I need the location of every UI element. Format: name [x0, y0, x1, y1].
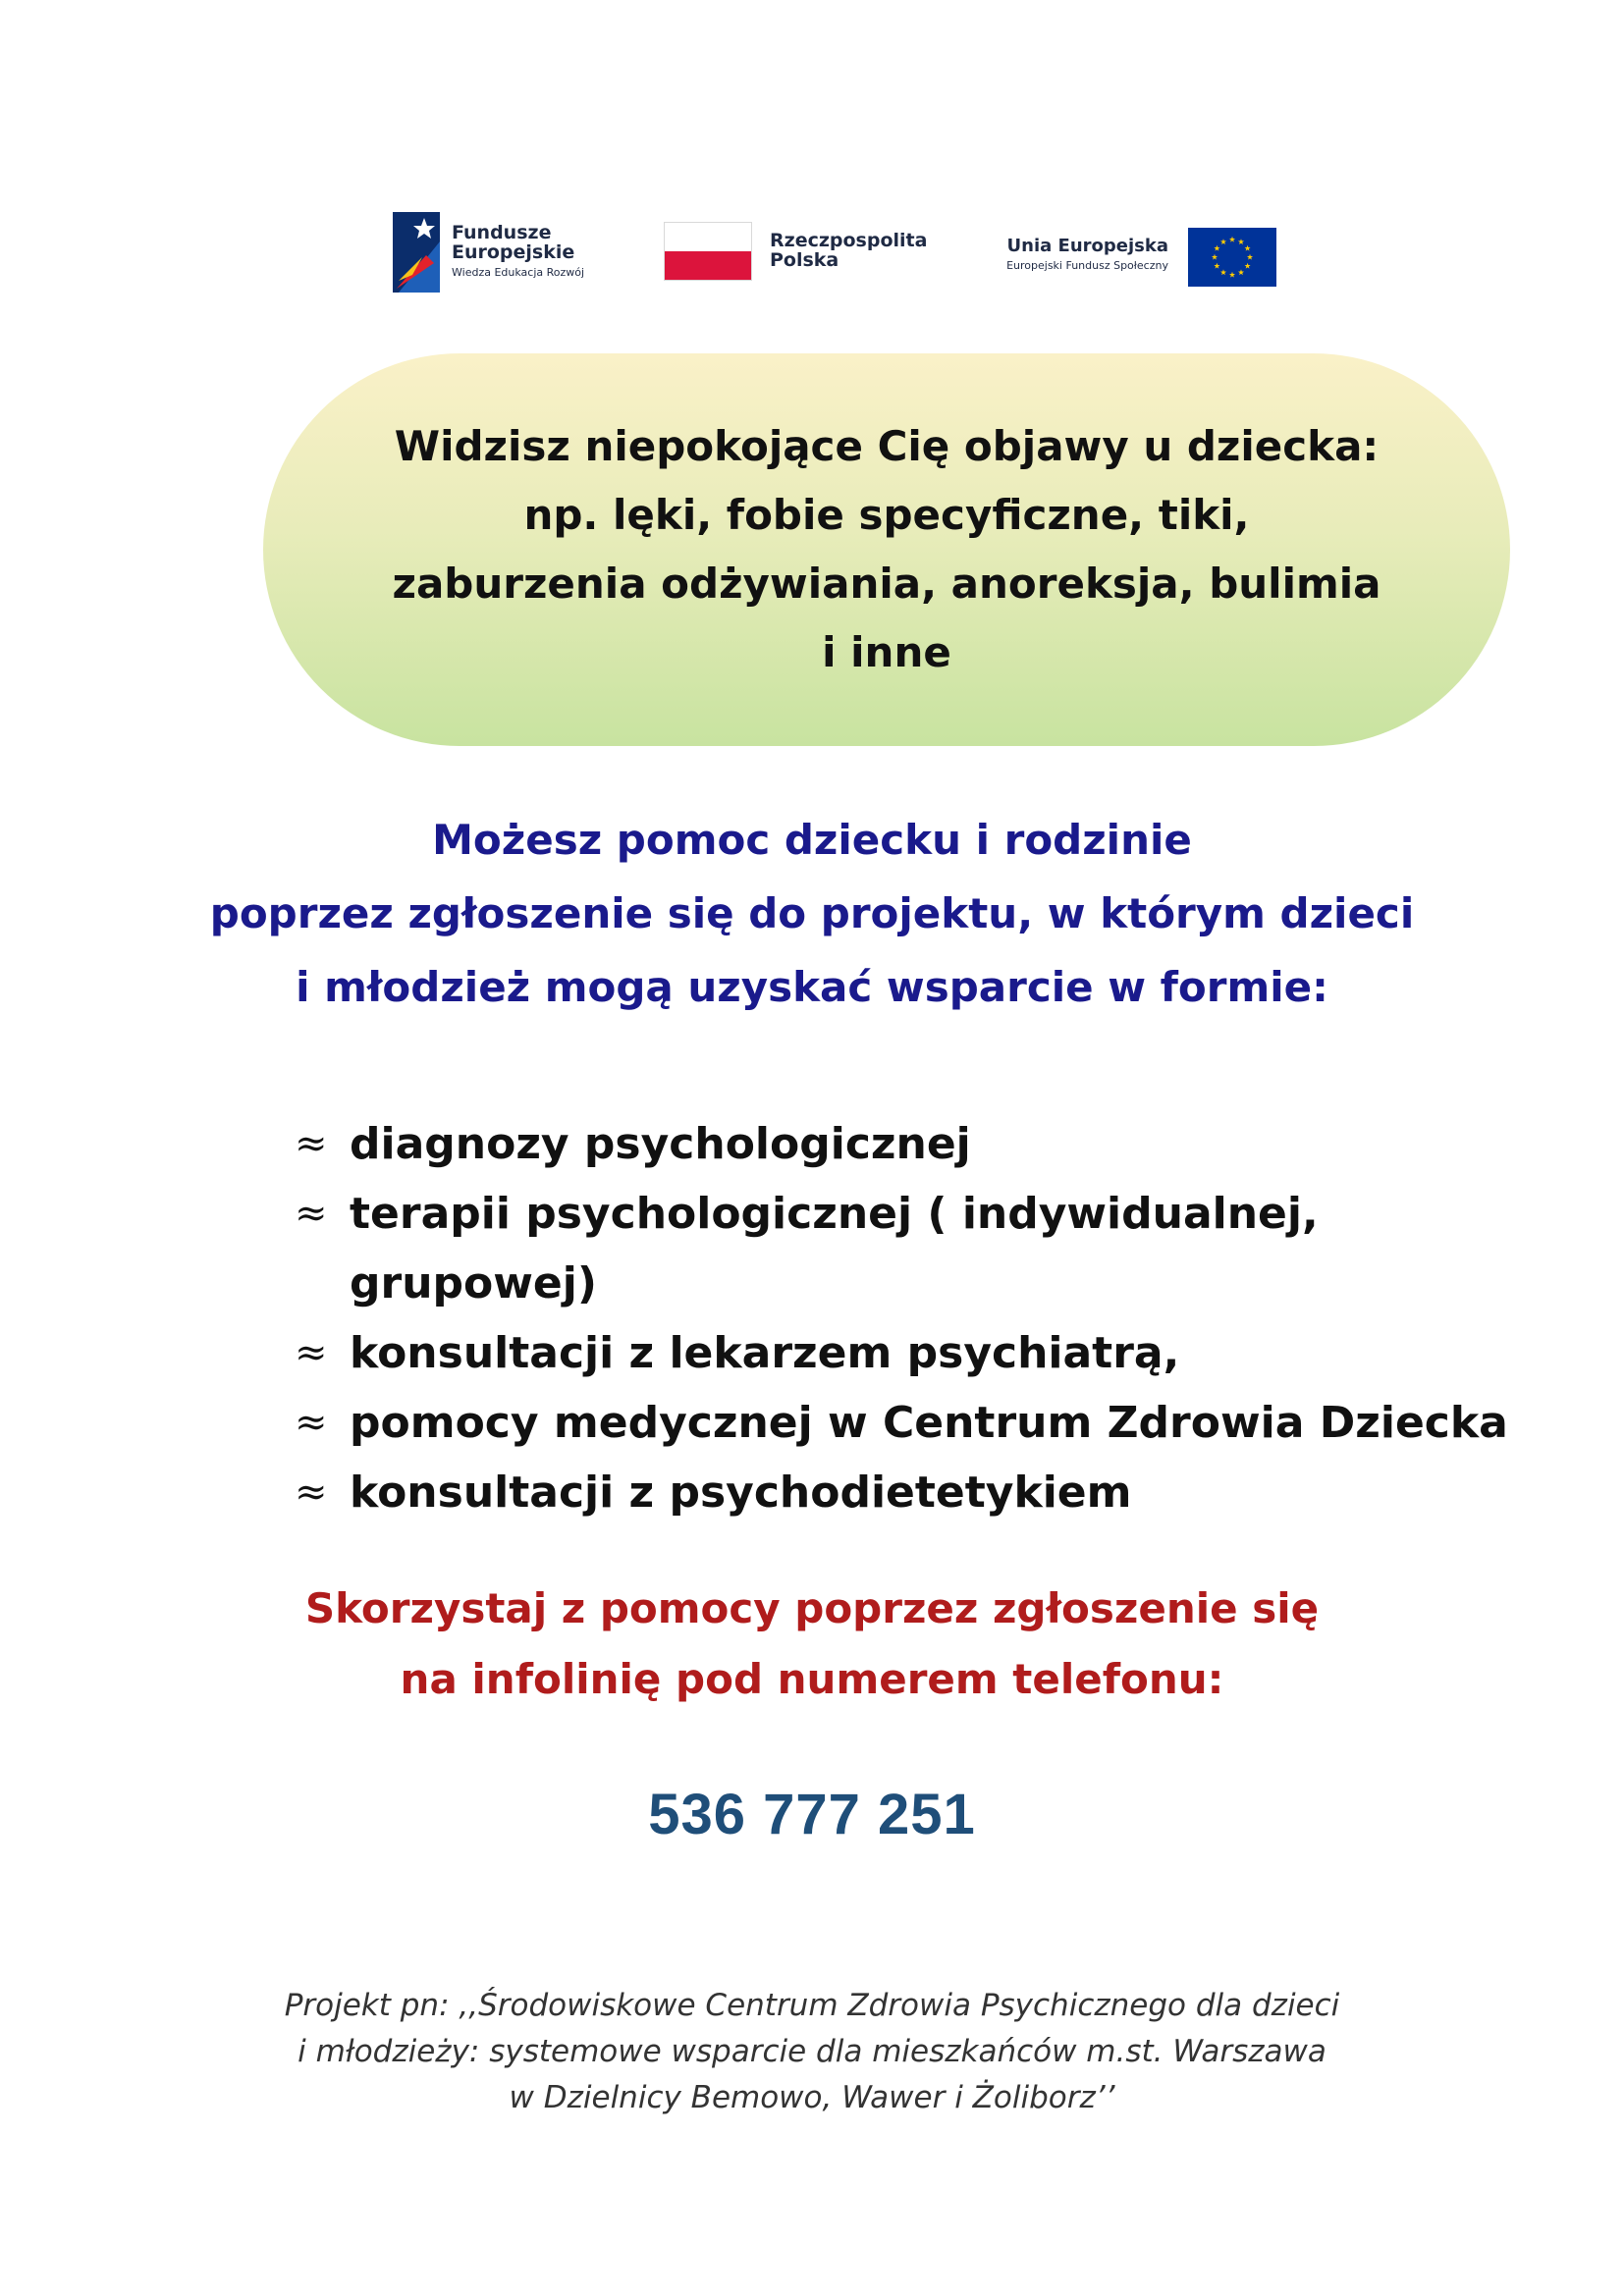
approx-bullet-icon: ≈	[295, 1469, 328, 1515]
symptoms-line: Widzisz niepokojące Cię objawy u dziecka:	[394, 422, 1380, 470]
help-line: i młodzież mogą uzyskać wsparcie w formie:	[296, 963, 1328, 1011]
list-item-text: pomocy medycznej w Centrum Zdrowia Dziecka	[350, 1398, 1508, 1448]
fundusze-europejskie-logo	[393, 212, 628, 296]
list-item-text: diagnozy psychologicznej	[350, 1119, 971, 1169]
fundusze-europejskie-icon	[393, 212, 440, 293]
list-item-text: terapii psychologicznej ( indywidualnej, grupowej)	[350, 1189, 1319, 1308]
phone-number[interactable]: 536 777 251	[648, 1783, 976, 1846]
list-item-text: konsultacji z psychodietetykiem	[350, 1468, 1132, 1518]
symptoms-line: np. lęki, fobie specyficzne, tiki,	[523, 491, 1250, 539]
eu-flag-icon	[1188, 228, 1276, 287]
symptoms-line: zaburzenia odżywiania, anoreksja, bulimia	[392, 560, 1381, 608]
polish-flag-icon	[664, 222, 752, 281]
polska-line1: Rzeczpospolita	[770, 230, 928, 251]
fundusze-line2: Europejskie	[452, 240, 575, 263]
logo-bar	[393, 208, 1296, 296]
help-text	[0, 803, 1624, 1024]
project-footer	[0, 1983, 1624, 2121]
approx-bullet-icon: ≈	[295, 1330, 328, 1375]
footer-line: i młodzieży: systemowe wsparcie dla mieszkańców m.st. Warszawa	[298, 2034, 1326, 2069]
approx-bullet-icon: ≈	[295, 1191, 328, 1236]
cta-line: Skorzystaj z pomocy poprzez zgłoszenie się	[304, 1584, 1320, 1632]
fundusze-europejskie-text	[452, 224, 584, 278]
fundusze-subtitle: Wiedza Edukacja Rozwój	[452, 265, 585, 279]
fundusze-line1: Fundusze	[452, 222, 552, 243]
support-list	[295, 1109, 1571, 1527]
footer-line: w Dzielnicy Bemowo, Wawer i Żoliborz’’	[509, 2080, 1115, 2115]
cta-line: na infolinię pod numerem telefonu:	[400, 1655, 1224, 1703]
list-item	[295, 1388, 1571, 1458]
list-item	[295, 1458, 1571, 1527]
unia-title: Unia Europejska	[1006, 236, 1168, 256]
symptoms-box	[263, 353, 1510, 746]
unia-subtitle: Europejski Fundusz Społeczny	[1006, 259, 1168, 272]
list-item	[295, 1318, 1571, 1388]
help-line: poprzez zgłoszenie się do projektu, w którym dzieci	[209, 889, 1415, 937]
unia-europejska-text	[982, 236, 1168, 272]
approx-bullet-icon: ≈	[295, 1121, 328, 1166]
rzeczpospolita-polska-logo	[664, 222, 929, 291]
approx-bullet-icon: ≈	[295, 1400, 328, 1445]
help-line: Możesz pomoc dziecku i rodzinie	[432, 816, 1192, 864]
unia-europejska-logo	[982, 228, 1296, 296]
polska-line2: Polska	[770, 248, 839, 271]
call-to-action	[0, 1574, 1624, 1715]
list-item-text: konsultacji z lekarzem psychiatrą,	[350, 1328, 1180, 1378]
footer-line: Projekt pn: ,,Środowiskowe Centrum Zdrowia Psychicznego dla dzieci	[284, 1988, 1340, 2023]
symptoms-line: i inne	[822, 628, 951, 676]
list-item	[295, 1179, 1571, 1318]
rzeczpospolita-polska-text	[770, 232, 927, 271]
list-item	[295, 1109, 1571, 1179]
